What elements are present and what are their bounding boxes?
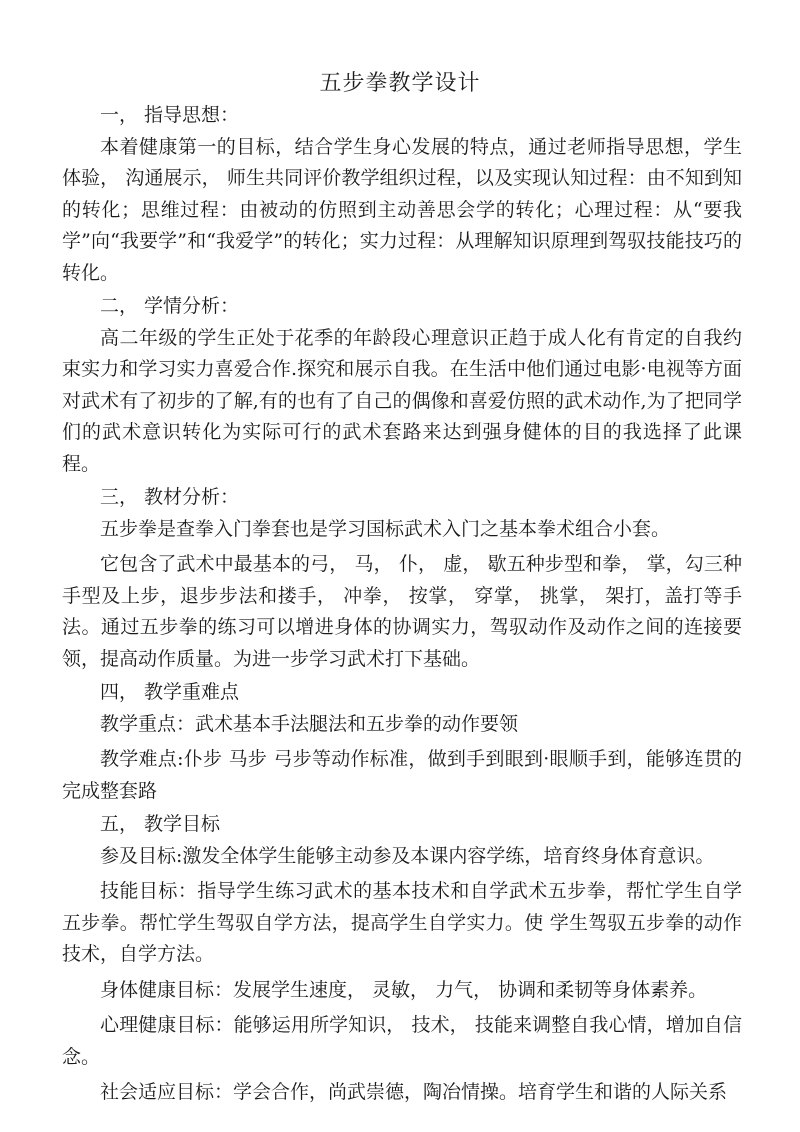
paragraph: 教学重点：武术基本手法腿法和五步拳的动作要领 [100, 712, 519, 735]
paragraph: 身体健康目标：发展学生速度， 灵敏， 力气， 协调和柔韧等身体素养。 [100, 978, 708, 1001]
document-title: 五步拳教学设计 [319, 71, 481, 96]
paragraph: 参及目标:激发全体学生能够主动参及本课内容学练，培育终身体育意识。 [100, 844, 715, 867]
section-heading-teaching-goals: 五， 教学目标 [100, 813, 221, 835]
document-body [62, 100, 742, 1109]
paragraph: 教学难点:仆步 马步 弓步等动作标准，做到手到眼到·眼顺手到，能够连贯的完成整套路 [62, 748, 742, 802]
section-heading-material-analysis: 三， 教材分析： [100, 486, 240, 508]
section-heading-student-analysis: 二， 学情分析： [100, 295, 240, 317]
paragraph: 技能目标：指导学生练习武术的基本技术和自学武术五步拳，帮忙学生自学五步拳。帮忙学生驾驭自学方法，提高学生自学实力。使 学生驾驭五步拳的动作技术，自学方法。 [62, 880, 742, 965]
paragraph: 心理健康目标：能够运用所学知识， 技术， 技能来调整自我心情，增加自信念。 [62, 1014, 742, 1068]
paragraph: 五步拳是查拳入门拳套也是学习国标武术入门之基本拳术组合小套。 [100, 517, 671, 540]
section-heading-key-points: 四， 教学重难点 [100, 681, 240, 703]
section-heading-guiding-ideology: 一， 指导思想： [100, 104, 240, 126]
paragraph: 社会适应目标：学会合作，尚武崇德，陶冶情操。培育学生和谐的人际关系 [100, 1081, 728, 1103]
paragraph: 高二年级的学生正处于花季的年龄段心理意识正趋于成人化有肯定的自我约束实力和学习实力喜爱合作.探究和展示自我。在生活中他们通过电影·电视等方面对武术有了初步的了解,有的也有了自己的偶像和喜爱仿照的武术动作,为了把同学们的武术意识转化为实际可行的武术套路来达到强身健体的目的我选择了此课程。 [62, 326, 742, 475]
paragraph: 本着健康第一的目标，结合学生身心发展的特点，通过老师指导思想，学生体验， 沟通展示， 师生共同评价教学组织过程，以及实现认知过程：由不知到知的转化；思维过程：由被动的仿照到主动善思会学的转化；心理过程：从“要我学”向“我要学”和“我爱学”的转化；实力过程：从理解知识原理到驾驭技能技巧的转化。 [62, 135, 742, 284]
paragraph: 它包含了武术中最基本的弓， 马， 仆， 虚， 歇五种步型和拳， 掌，勾三种手型及上步，退步步法和搂手， 冲拳， 按掌， 穿掌， 挑掌， 架打，盖打等手法。通过五步拳的练习可以增进身体的协调实力，驾驭动作及动作之间的连接要领，提高动作质量。为进一步学习武术打下基础。 [62, 553, 742, 670]
